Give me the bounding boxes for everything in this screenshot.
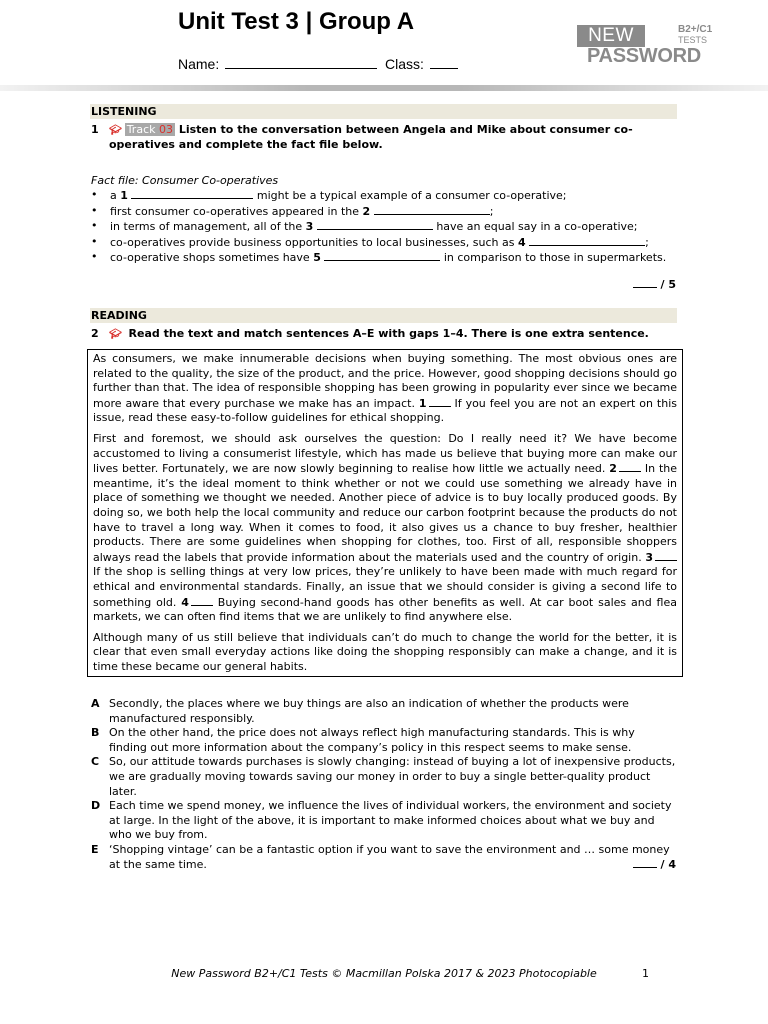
class-field[interactable] — [430, 58, 458, 69]
sentence-options — [91, 697, 676, 872]
gap-number: 2 — [609, 462, 617, 476]
gap-number: 4 — [517, 235, 526, 249]
track-label: Track — [126, 123, 156, 136]
item-text: a — [110, 189, 117, 202]
score-total: / 5 — [660, 278, 676, 291]
gap-number: 4 — [181, 595, 189, 609]
paragraph — [93, 432, 677, 625]
gap-number: 1 — [418, 396, 427, 410]
gap-blank[interactable] — [429, 396, 451, 407]
option-text: Secondly, the places where we buy things are also an indication of whether the products were manufactured responsibly. — [109, 697, 629, 725]
gap-number: 2 — [362, 204, 371, 218]
item-text: co-operatives provide business opportunities to local businesses, such as — [110, 235, 515, 249]
item-text: might be a typical example of a consumer co-operative; — [256, 189, 567, 202]
list-item — [91, 204, 666, 220]
fact-file-title: Fact file: Consumer Co-operatives — [91, 174, 279, 187]
option-letter: D — [91, 799, 101, 813]
gap-number: 1 — [120, 189, 128, 202]
item-text: in comparison to those in supermarkets. — [443, 251, 667, 265]
answer-blank[interactable] — [131, 188, 253, 199]
gap-number: 3 — [305, 220, 314, 234]
list-item — [91, 250, 666, 266]
paragraph-text: If the shop is selling things at very low prices, they’re unlikely to have been made with much regard for ethical and environmental standards. Finally, an issue that we should consider is giving a second life to something old. — [93, 565, 677, 609]
item-text: in terms of management, all of the — [110, 220, 303, 234]
track-badge[interactable] — [125, 123, 175, 136]
new-password-logo — [577, 23, 717, 69]
option-item — [91, 799, 676, 843]
gap-blank[interactable] — [191, 595, 213, 606]
instruction-text: Listen to the conversation between Angela and Mike about consumer co-operatives and complete the fact file below. — [109, 123, 633, 151]
list-item — [91, 219, 666, 235]
item-text: have an equal say in a co-operative; — [436, 220, 638, 234]
reading-text-box — [87, 349, 683, 677]
gap-number: 3 — [645, 550, 653, 564]
score-total: / 4 — [660, 858, 676, 871]
item-text: ; — [489, 204, 494, 218]
option-text: So, our attitude towards purchases is slowly changing: instead of buying a lot of inexpensive products, we are gradually moving towards saving our money in order to buy a single better-quality product later. — [109, 755, 676, 798]
paragraph-text: Buying second-hand goods has other benefits as well. At car boot sales and flea markets, we can often find items that we are unlikely to find anywhere else. — [93, 595, 677, 624]
gap-number: 5 — [313, 251, 321, 265]
question-number: 2 — [91, 327, 99, 340]
option-item — [91, 726, 676, 755]
paragraph — [93, 352, 677, 426]
paragraph: Although many of us still believe that individuals can’t do much to change the world for the better, it is clear that even small everyday actions like doing the shopping responsibly can make a change, and it is time these became our general habits. — [93, 630, 677, 673]
option-letter: E — [91, 842, 99, 856]
list-item — [91, 188, 666, 204]
reading-section-heading: READING — [90, 308, 677, 323]
option-item — [91, 697, 676, 726]
page-number: 1 — [642, 967, 649, 980]
option-item — [91, 755, 676, 799]
name-class-line — [178, 56, 458, 72]
listening-instruction — [109, 123, 669, 152]
listening-section-heading: LISTENING — [90, 104, 677, 119]
page-title: Unit Test 3 | Group A — [178, 8, 415, 35]
answer-blank[interactable] — [317, 219, 433, 230]
answer-blank[interactable] — [324, 250, 440, 261]
option-letter: C — [91, 755, 100, 769]
option-text: On the other hand, the price does not always reflect high manufacturing standards. This is why finding out more information about the company’s policy in this respect seems to make sense. — [109, 726, 635, 754]
gap-blank[interactable] — [655, 550, 677, 561]
page-footer — [0, 967, 768, 980]
fact-file-list — [91, 188, 666, 266]
option-letter: A — [91, 697, 100, 710]
paragraph-text: As consumers, we make innumerable decisions when buying something. The most obvious ones are related to the quality, the size of the product, and the price. However, good shopping decisions should go further than that. The idea of responsible shopping has been growing in popularity ever since we became more aware that every purchase we make has an impact. — [93, 352, 677, 410]
track-number: 03 — [159, 123, 173, 136]
score-blank[interactable] — [633, 857, 657, 868]
paragraph-text: First and foremost, we should ask ourselves the question: Do I really need it? We have become accustomed to living a consumerist lifestyle, which has made us believe that buying more can make our lives better. Fortunately, we are now slowly beginning to realise how little we actually need. — [93, 431, 677, 476]
logo-tier: B2+/C1 — [678, 24, 713, 35]
reading-score — [633, 857, 676, 871]
graduation-cap-icon: 🎓︎ — [109, 125, 122, 136]
option-text: ‘Shopping vintage’ can be a fantastic option if you want to save the environment and … some money at the same time. — [109, 842, 670, 871]
class-label: Class: — [385, 56, 424, 72]
paragraph-text: In the meantime, it’s the ideal moment to think whether or not we could use something we already have in place of something we thought we needed. Another piece of advice is to buy locally produced goods. By doing so, we both help the local community and reduce our carbon footprint because the products do not have to travel a long way. When it comes to food, it also gives us a chance to buy fresher, healthier products. There are some guidelines when shopping for clothes, too. First of all, responsible shoppers always read the labels that provide information about the materials used and the country of origin. — [93, 462, 678, 564]
logo-tests: TESTS — [678, 35, 708, 45]
logo-new: NEW — [577, 25, 645, 47]
listening-score — [633, 277, 676, 291]
question-number: 1 — [91, 123, 99, 136]
answer-blank[interactable] — [529, 235, 645, 246]
name-label: Name: — [178, 56, 220, 72]
footer-text: New Password B2+/C1 Tests © Macmillan Polska 2017 & 2023 Photocopiable — [171, 967, 597, 980]
graduation-cap-icon: 🎓︎ — [109, 329, 122, 340]
gap-blank[interactable] — [619, 461, 641, 472]
logo-password: PASSWORD — [587, 45, 701, 67]
option-letter: B — [91, 726, 100, 740]
header-divider — [0, 85, 768, 91]
paragraph-text: If you feel you are not an expert on this issue, read these easy-to-follow guidelines for ethical shopping. — [93, 396, 677, 425]
answer-blank[interactable] — [374, 204, 490, 215]
instruction-text: Read the text and match sentences A–E with gaps 1–4. There is one extra sentence. — [128, 327, 649, 340]
reading-instruction — [109, 327, 669, 342]
item-text: co-operative shops sometimes have — [110, 251, 310, 265]
option-item — [91, 843, 676, 872]
option-text: Each time we spend money, we influence the lives of individual workers, the environment and society at large. In the light of the above, it is important to make informed choices about what we buy and who we buy from. — [109, 799, 672, 842]
item-text: first consumer co-operatives appeared in the — [110, 204, 360, 218]
score-blank[interactable] — [633, 277, 657, 288]
item-text: ; — [645, 235, 649, 249]
list-item — [91, 235, 666, 251]
name-field[interactable] — [225, 58, 377, 69]
